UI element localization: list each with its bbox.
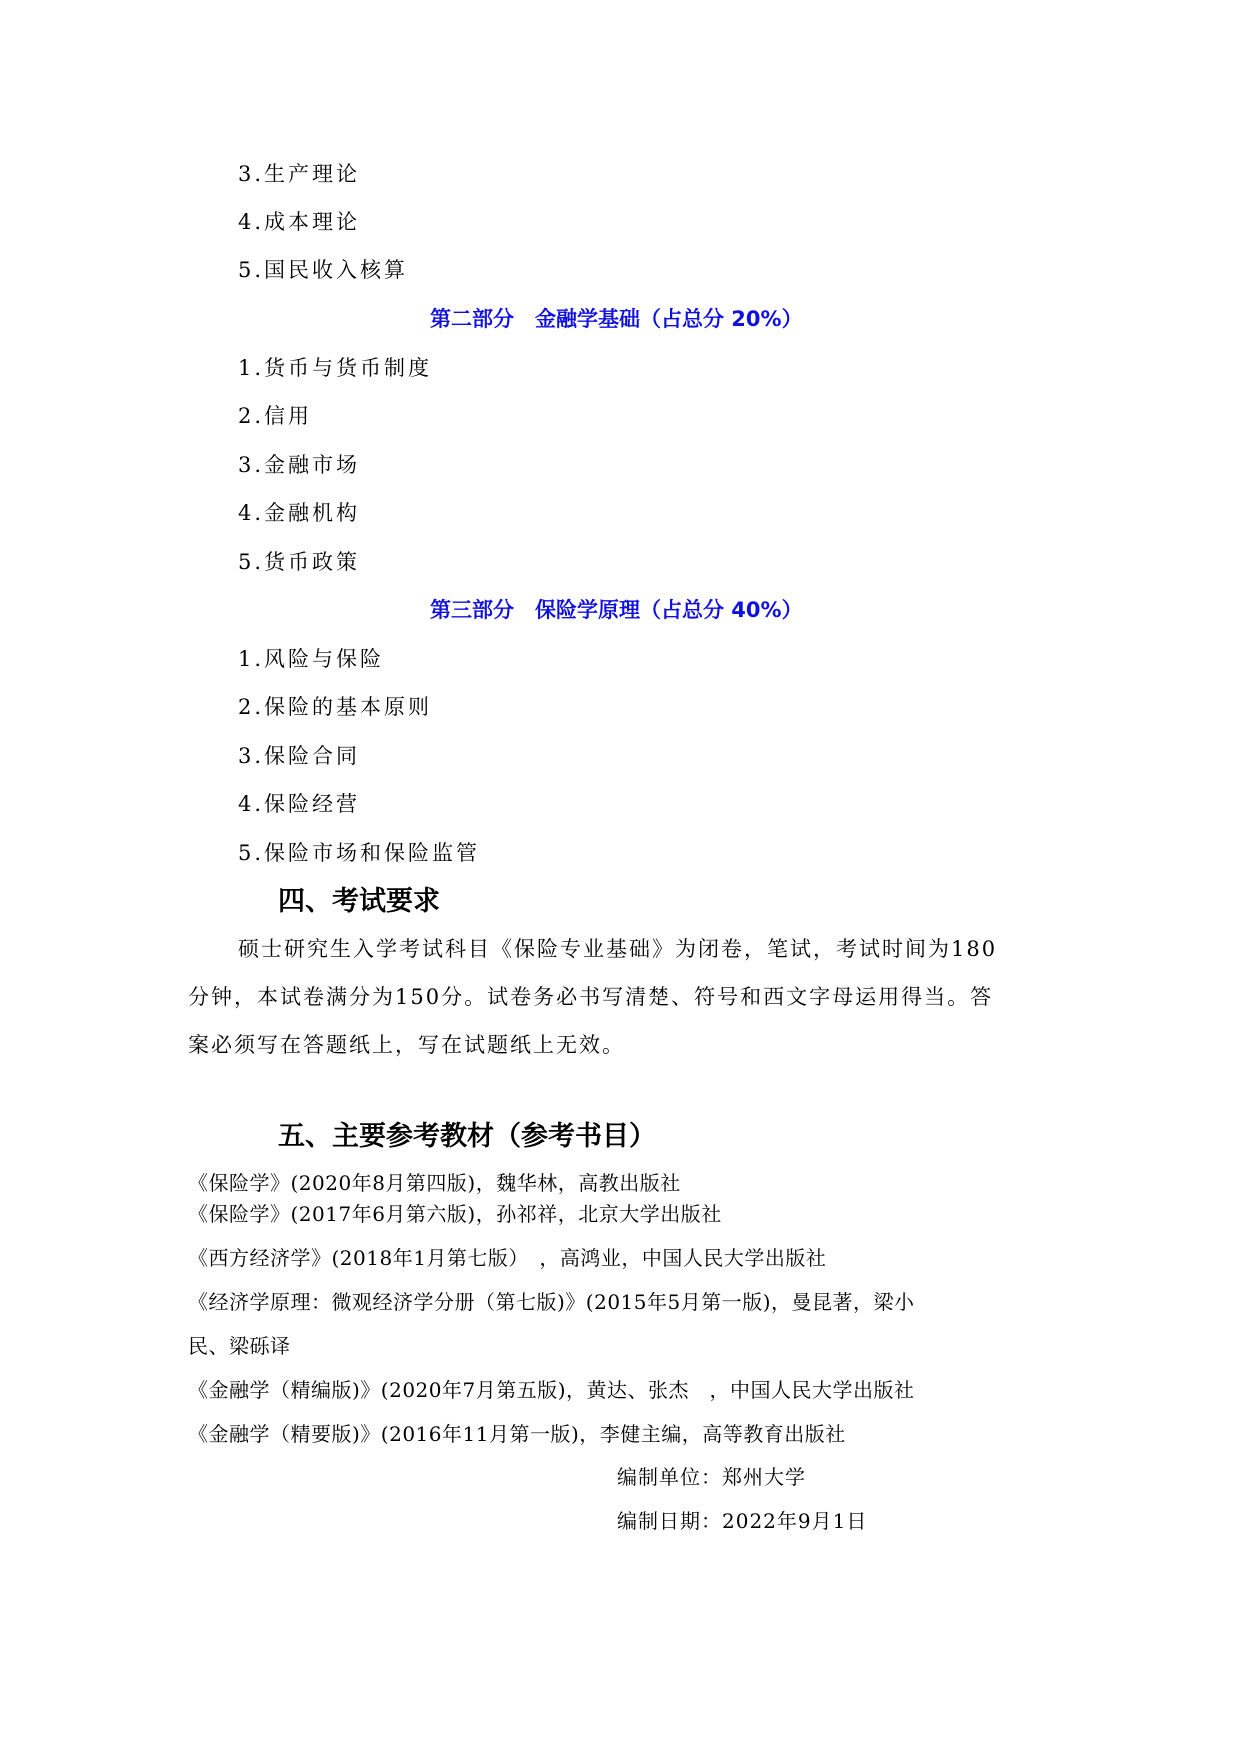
reference-item: 《金融学（精要版)》(2016年11月第一版)，李健主编，高等教育出版社 <box>188 1422 846 1446</box>
paragraph-line: 分钟，本试卷满分为150分。试卷务必书写清楚、符号和西文字母运用得当。答 <box>188 985 994 1009</box>
list-item: 4.金融机构 <box>238 501 361 525</box>
reference-item: 《西方经济学》(2018年1月第七版） ，高鸿业，中国人民大学出版社 <box>188 1246 827 1270</box>
reference-item: 《经济学原理：微观经济学分册（第七版)》(2015年5月第一版)，曼昆著，梁小 <box>188 1290 915 1314</box>
list-item: 1.货币与货币制度 <box>238 356 433 380</box>
list-item: 2.信用 <box>238 404 313 428</box>
list-item: 2.保险的基本原则 <box>238 695 433 719</box>
compiled-by: 编制单位：郑州大学 <box>617 1465 806 1489</box>
list-item: 3.保险合同 <box>238 744 361 768</box>
compiled-date: 编制日期：2022年9月1日 <box>617 1509 868 1533</box>
list-item: 5.国民收入核算 <box>238 258 409 282</box>
section5-title: 五、主要参考教材（参考书目） <box>278 1121 656 1152</box>
part3-title: 第三部分 保险学原理（占总分 40%） <box>430 598 803 622</box>
list-item: 4.成本理论 <box>238 210 361 234</box>
reference-item: 《金融学（精编版)》(2020年7月第五版)，黄达、张杰 ，中国人民大学出版社 <box>188 1378 915 1402</box>
paragraph-line: 案必须写在答题纸上，写在试题纸上无效。 <box>188 1033 625 1057</box>
list-item: 3.金融市场 <box>238 453 361 477</box>
reference-item: 《保险学》(2017年6月第六版)，孙祁祥，北京大学出版社 <box>188 1202 722 1226</box>
list-item: 3.生产理论 <box>238 162 361 186</box>
part2-title: 第二部分 金融学基础（占总分 20%） <box>430 307 803 331</box>
section4-title: 四、考试要求 <box>278 886 440 917</box>
reference-item: 《保险学》(2020年8月第四版)，魏华林，高教出版社 <box>188 1171 681 1195</box>
paragraph-line: 硕士研究生入学考试科目《保险专业基础》为闭卷，笔试，考试时间为180 <box>238 937 998 961</box>
list-item: 5.保险市场和保险监管 <box>238 841 481 865</box>
reference-item: 民、梁砾译 <box>188 1334 291 1358</box>
list-item: 1.风险与保险 <box>238 647 385 671</box>
list-item: 5.货币政策 <box>238 550 361 574</box>
list-item: 4.保险经营 <box>238 792 361 816</box>
